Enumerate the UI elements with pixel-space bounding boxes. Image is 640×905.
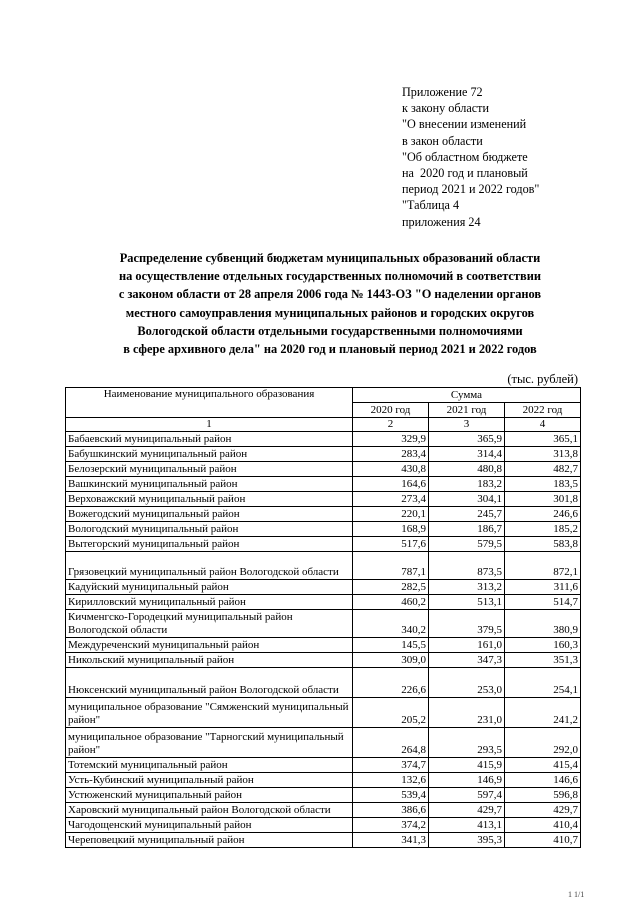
appendix-line: "Таблица 4 [402,198,460,213]
amount-2021: 183,2 [429,477,505,492]
col-number: 2 [353,418,429,432]
amount-2022: 410,7 [505,833,581,848]
table-row [66,698,581,728]
amount-2020: 283,4 [353,447,429,462]
appendix-line: "Об областном бюджете [402,149,528,164]
table-row [66,833,581,848]
amount-2022: 241,2 [505,698,581,728]
amount-2022: 160,3 [505,638,581,653]
table-row [66,432,581,447]
table-row [66,580,581,595]
amount-2021: 579,5 [429,537,505,552]
table-row [66,477,581,492]
municipality-name: Усть-Кубинский муниципальный район [66,773,353,788]
title-line: в сфере архивного дела" на 2020 год и плановый период 2021 и 2022 годов [123,342,537,357]
amount-2021: 413,1 [429,818,505,833]
amount-2022: 429,7 [505,803,581,818]
amount-2021: 873,5 [429,552,505,580]
municipality-name: Никольский муниципальный район [66,653,353,668]
amount-2022: 185,2 [505,522,581,537]
amount-2022: 415,4 [505,758,581,773]
title-line: местного самоуправления муниципальных районов и городских округов [125,305,535,320]
amount-2020: 386,6 [353,803,429,818]
municipality-name: Верховажский муниципальный район [66,492,353,507]
municipality-name: Устюженский муниципальный район [66,788,353,803]
amount-2020: 220,1 [353,507,429,522]
appendix-line: к закону области [402,101,489,116]
amount-2021: 314,4 [429,447,505,462]
table-row [66,507,581,522]
amount-2021: 480,8 [429,462,505,477]
header-year-2021: 2021 год [429,403,505,418]
table-row [66,552,581,580]
table-row [66,492,581,507]
amount-2021: 146,9 [429,773,505,788]
municipality-name: Вожегодский муниципальный район [66,507,353,522]
table-row [66,537,581,552]
amount-2020: 282,5 [353,580,429,595]
table-row [66,788,581,803]
amount-2021: 597,4 [429,788,505,803]
amount-2022: 351,3 [505,653,581,668]
amount-2022: 246,6 [505,507,581,522]
municipality-name: Тотемский муниципальный район [66,758,353,773]
table-row [66,773,581,788]
amount-2020: 164,6 [353,477,429,492]
amount-2021: 186,7 [429,522,505,537]
amount-2022: 254,1 [505,668,581,698]
header-sum: Сумма [353,388,581,403]
amount-2020: 430,8 [353,462,429,477]
page-corner-mark: 1 1/1 [568,890,585,899]
municipality-name: муниципальное образование "Тарногский муниципальный район" [66,728,353,758]
amount-2020: 309,0 [353,653,429,668]
title-line: с законом области от 28 апреля 2006 года № 1443-ОЗ "О наделении органов [118,287,542,302]
amount-2020: 340,2 [353,610,429,638]
municipality-name: Вашкинский муниципальный район [66,477,353,492]
table-row [66,447,581,462]
amount-2020: 460,2 [353,595,429,610]
amount-2021: 379,5 [429,610,505,638]
amount-2021: 161,0 [429,638,505,653]
amount-2022: 872,1 [505,552,581,580]
amount-2020: 205,2 [353,698,429,728]
amount-2020: 132,6 [353,773,429,788]
municipality-name: Белозерский муниципальный район [66,462,353,477]
municipality-name: Кадуйский муниципальный район [66,580,353,595]
appendix-line: в закон области [402,133,483,148]
municipality-name: Череповецкий муниципальный район [66,833,353,848]
municipality-name: Бабушкинский муниципальный район [66,447,353,462]
amount-2020: 517,6 [353,537,429,552]
appendix-line: приложения 24 [402,214,481,229]
amount-2020: 273,4 [353,492,429,507]
table-row [66,610,581,638]
table-row [66,653,581,668]
amount-2022: 183,5 [505,477,581,492]
table-row [66,638,581,653]
amount-2021: 347,3 [429,653,505,668]
table-row [66,462,581,477]
amount-2020: 329,9 [353,432,429,447]
municipality-name: Бабаевский муниципальный район [66,432,353,447]
table-row [66,668,581,698]
amount-2020: 341,3 [353,833,429,848]
header-year-2022: 2022 год [505,403,581,418]
col-number: 4 [505,418,581,432]
amount-2020: 787,1 [353,552,429,580]
municipality-name: Междуреченский муниципальный район [66,638,353,653]
amount-2022: 583,8 [505,537,581,552]
title-line: на осуществление отдельных государственных полномочий в соответствии [118,269,541,284]
appendix-heading [402,84,622,230]
amount-2022: 301,8 [505,492,581,507]
appendix-line: на 2020 год и плановый [402,166,528,181]
amount-2021: 365,9 [429,432,505,447]
amount-2020: 374,7 [353,758,429,773]
municipality-name: Кичменгско-Городецкий муниципальный район Вологодской области [66,610,353,638]
amount-2021: 304,1 [429,492,505,507]
table-row [66,595,581,610]
amount-2020: 539,4 [353,788,429,803]
document-title [60,249,600,358]
municipality-name: Вытегорский муниципальный район [66,537,353,552]
col-number: 3 [429,418,505,432]
amount-2022: 482,7 [505,462,581,477]
table-row [66,522,581,537]
subvention-table [65,387,581,848]
unit-label: (тыс. рублей) [507,372,578,386]
table-colnum-row [66,418,581,432]
amount-2021: 313,2 [429,580,505,595]
amount-2022: 311,6 [505,580,581,595]
amount-2022: 313,8 [505,447,581,462]
amount-2021: 513,1 [429,595,505,610]
municipality-name: Харовский муниципальный район Вологодской области [66,803,353,818]
amount-2021: 415,9 [429,758,505,773]
amount-2020: 264,8 [353,728,429,758]
title-line: Вологодской области отдельными государственными полномочиями [137,323,523,338]
amount-2021: 293,5 [429,728,505,758]
amount-2020: 145,5 [353,638,429,653]
municipality-name: Грязовецкий муниципальный район Вологодской области [66,552,353,580]
amount-2021: 245,7 [429,507,505,522]
appendix-line: "О внесении изменений [402,117,527,132]
amount-2022: 410,4 [505,818,581,833]
appendix-line: Приложение 72 [402,85,483,99]
amount-2022: 380,9 [505,610,581,638]
amount-2021: 395,3 [429,833,505,848]
amount-2022: 596,8 [505,788,581,803]
municipality-name: Вологодский муниципальный район [66,522,353,537]
municipality-name: Кирилловский муниципальный район [66,595,353,610]
table-header-row [66,388,581,403]
table-row [66,803,581,818]
amount-2021: 231,0 [429,698,505,728]
table-row [66,728,581,758]
title-line: Распределение субвенций бюджетам муниципальных образований области [119,251,541,265]
municipality-name: Чагодощенский муниципальный район [66,818,353,833]
table-row [66,758,581,773]
amount-2022: 365,1 [505,432,581,447]
municipality-name: муниципальное образование "Сямженский муниципальный район" [66,698,353,728]
appendix-line: период 2021 и 2022 годов" [402,182,540,197]
amount-2022: 146,6 [505,773,581,788]
amount-2022: 292,0 [505,728,581,758]
table-row [66,818,581,833]
municipality-name: Нюксенский муниципальный район Вологодской области [66,668,353,698]
amount-2021: 429,7 [429,803,505,818]
header-year-2020: 2020 год [353,403,429,418]
amount-2020: 226,6 [353,668,429,698]
amount-2021: 253,0 [429,668,505,698]
amount-2022: 514,7 [505,595,581,610]
amount-2020: 374,2 [353,818,429,833]
header-municipality: Наименование муниципального образования [66,388,353,418]
col-number: 1 [66,418,353,432]
amount-2020: 168,9 [353,522,429,537]
